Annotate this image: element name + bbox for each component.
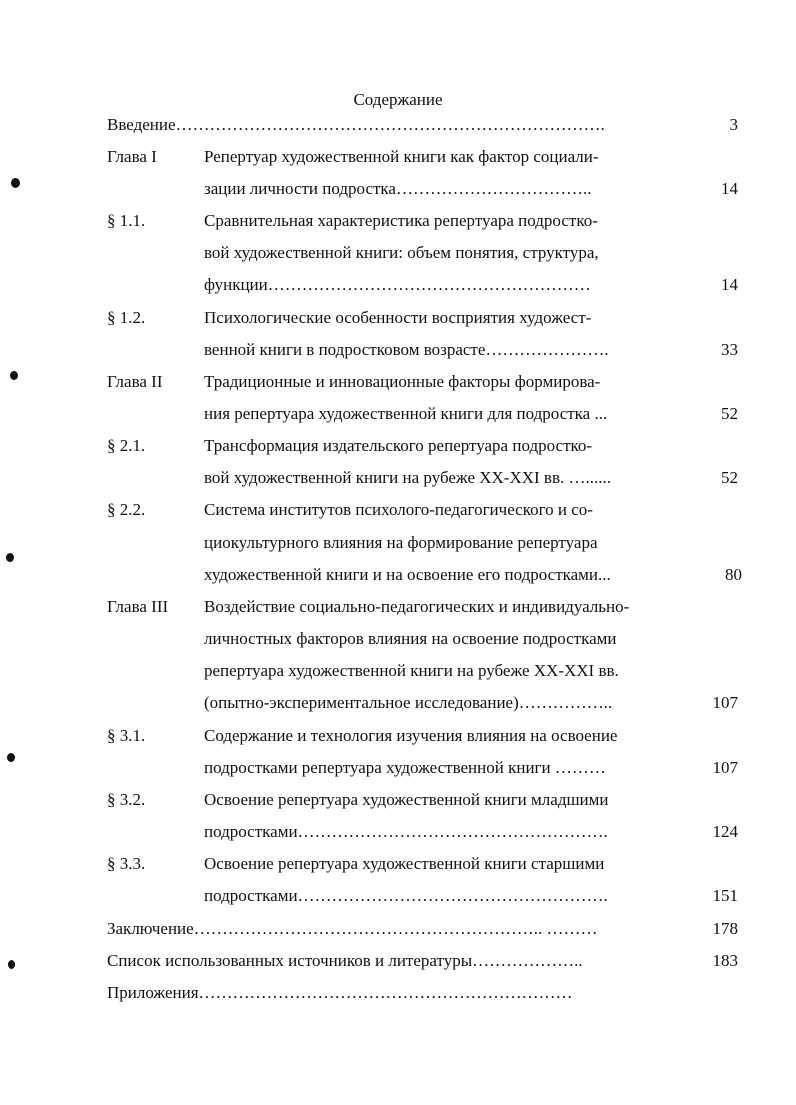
toc-text-s12-line1: Психологические особенности восприятия художест-: [204, 308, 592, 327]
punch-hole-mark: [11, 178, 20, 188]
toc-entry-references: Список использованных источников и литературы………………..: [107, 951, 583, 970]
toc-text-s22-line2: циокультурного влияния на формирование репертуара: [204, 533, 598, 552]
toc-label-s31: § 3.1.: [107, 726, 146, 745]
toc-text-ch3-line1: Воздействие социально-педагогических и индивидуально-: [204, 597, 630, 616]
toc-text-s31-line1: Содержание и технология изучения влияния на освоение: [204, 726, 618, 745]
toc-page-s32: 124: [712, 822, 738, 841]
toc-page-s31: 107: [712, 758, 738, 777]
toc-label-s21: § 2.1.: [107, 436, 146, 455]
toc-text-ch3-line3: репертуара художественной книги на рубеже XX-XXI вв.: [204, 661, 619, 680]
toc-text-s21-line2: вой художественной книги на рубеже XX-XXI вв. …......: [204, 468, 611, 487]
toc-text-ch2-line2: ния репертуара художественной книги для подростка ...: [204, 404, 608, 423]
toc-page-ch3: 107: [712, 693, 738, 712]
toc-text-s33-line1: Освоение репертуара художественной книги старшими: [204, 854, 605, 873]
toc-page-conclusion: 178: [712, 919, 738, 938]
toc-label-ch2: Глава II: [107, 372, 163, 391]
toc-text-ch3-line4: (опытно-экспериментальное исследование)……………..: [204, 693, 613, 712]
toc-text-s32-line2: подростками……………………………………………….: [204, 822, 608, 841]
toc-entry-appendices: Приложения…………………………………………………………: [107, 983, 573, 1002]
punch-hole-mark: [7, 753, 15, 762]
toc-text-s32-line1: Освоение репертуара художественной книги младшими: [204, 790, 609, 809]
toc-label-ch1: Глава I: [107, 147, 157, 166]
toc-entry-intro: Введение………………………………………………………………….: [107, 115, 605, 134]
toc-text-s22-line1: Система институтов психолого-педагогического и со-: [204, 500, 593, 519]
toc-text-ch2-line1: Традиционные и инновационные факторы формирова-: [204, 372, 601, 391]
toc-text-s11-line1: Сравнительная характеристика репертуара подростко-: [204, 211, 598, 230]
punch-hole-mark: [10, 371, 18, 380]
toc-label-s33: § 3.3.: [107, 854, 146, 873]
toc-text-s11-line2: вой художественной книги: объем понятия, структура,: [204, 243, 599, 262]
toc-label-s32: § 3.2.: [107, 790, 146, 809]
punch-hole-mark: [6, 553, 14, 562]
toc-label-s22: § 2.2.: [107, 500, 146, 519]
toc-page-s11: 14: [721, 275, 738, 294]
toc-text-ch1-line1: Репертуар художественной книги как фактор социали-: [204, 147, 599, 166]
punch-hole-mark: [8, 960, 15, 969]
toc-label-ch3: Глава III: [107, 597, 169, 616]
toc-text-ch3-line2: личностных факторов влияния на освоение подростками: [204, 629, 617, 648]
toc-page-intro: 3: [729, 115, 738, 134]
toc-page-s33: 151: [712, 886, 738, 905]
toc-text-ch1-line2: зации личности подростка……………………………..: [204, 179, 592, 198]
toc-label-s11: § 1.1.: [107, 211, 146, 230]
toc-page-ch2: 52: [721, 404, 738, 423]
toc-text-s22-line3: художественной книги и на освоение его подростками...: [204, 565, 611, 584]
toc-entry-conclusion: Заключение…………………………………………………….. ………: [107, 919, 598, 938]
toc-text-s12-line2: венной книги в подростковом возрасте………………….: [204, 340, 609, 359]
toc-page-s22: 80: [725, 565, 742, 584]
toc-label-s12: § 1.2.: [107, 308, 146, 327]
toc-page-s21: 52: [721, 468, 738, 487]
page-title: Содержание: [353, 90, 443, 109]
toc-text-s33-line2: подростками……………………………………………….: [204, 886, 608, 905]
toc-page-references: 183: [712, 951, 738, 970]
toc-text-s11-line3: функции…………………………………………………: [204, 275, 591, 294]
toc-text-s31-line2: подростками репертуара художественной книги ………: [204, 758, 606, 777]
toc-page-ch1: 14: [721, 179, 738, 198]
toc-page-s12: 33: [721, 340, 738, 359]
toc-text-s21-line1: Трансформация издательского репертуара подростко-: [204, 436, 593, 455]
